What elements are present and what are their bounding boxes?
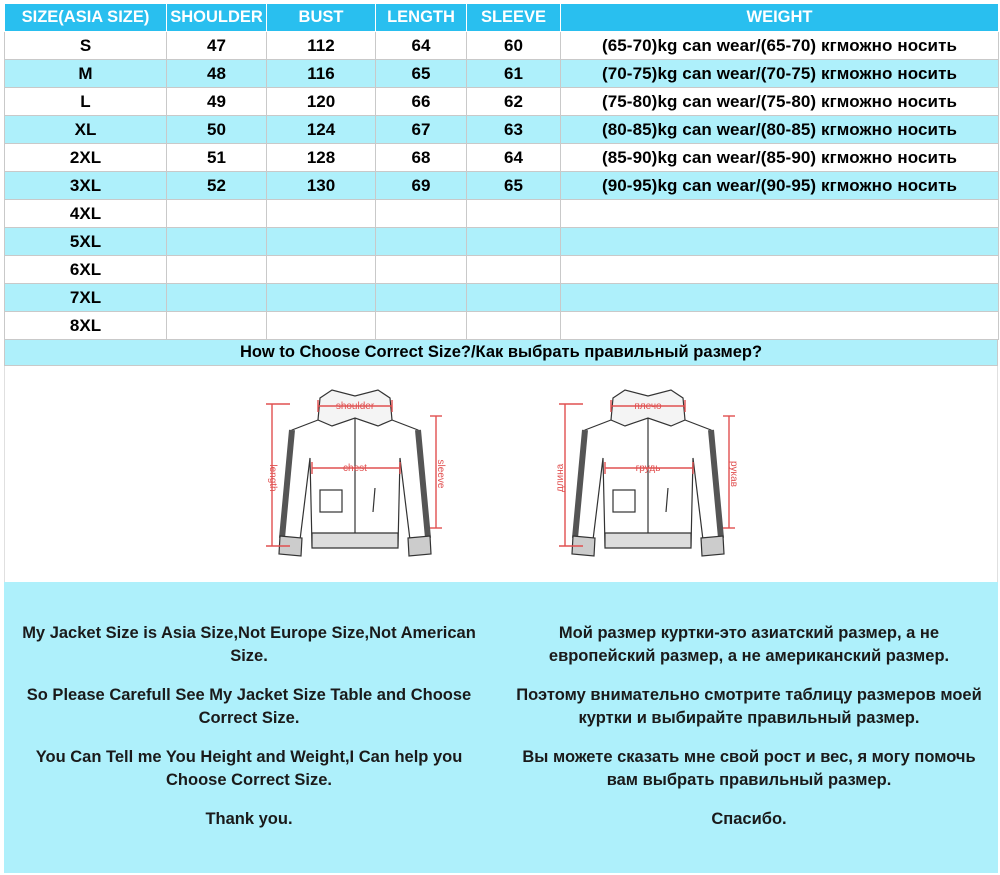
cell-weight xyxy=(561,200,999,228)
cell-weight: (90-95)kg can wear/(90-95) кгможно носить xyxy=(561,172,999,200)
cell-size: L xyxy=(5,88,167,116)
size-notes xyxy=(4,582,998,873)
cell-shoulder xyxy=(167,256,267,284)
cell-shoulder xyxy=(167,312,267,340)
cell-length: 68 xyxy=(376,144,467,172)
cell-shoulder: 47 xyxy=(167,32,267,60)
label-length: длина xyxy=(555,463,566,493)
cell-size: S xyxy=(5,32,167,60)
cell-shoulder xyxy=(167,200,267,228)
cell-sleeve: 64 xyxy=(467,144,561,172)
cell-length: 64 xyxy=(376,32,467,60)
cell-shoulder: 51 xyxy=(167,144,267,172)
table-row xyxy=(5,256,999,284)
table-row xyxy=(5,228,999,256)
label-sleeve: sleeve xyxy=(435,459,446,489)
cell-sleeve xyxy=(467,228,561,256)
cell-length: 66 xyxy=(376,88,467,116)
cell-length xyxy=(376,228,467,256)
cell-shoulder xyxy=(167,228,267,256)
header-shoulder: SHOULDER xyxy=(167,4,267,32)
cell-length: 69 xyxy=(376,172,467,200)
cell-length: 65 xyxy=(376,60,467,88)
table-row xyxy=(5,172,999,200)
table-row xyxy=(5,284,999,312)
notes-russian xyxy=(514,622,984,847)
cell-bust: 120 xyxy=(267,88,376,116)
cell-size: M xyxy=(5,60,167,88)
cell-shoulder: 52 xyxy=(167,172,267,200)
label-sleeve: рукав xyxy=(728,461,739,487)
table-row xyxy=(5,60,999,88)
cell-bust xyxy=(267,200,376,228)
label-shoulder: shoulder xyxy=(335,401,375,412)
cell-bust xyxy=(267,284,376,312)
cell-size: 7XL xyxy=(5,284,167,312)
note-asia-size: Мой размер куртки-это азиатский размер, а не европейский размер, а не американский размер. xyxy=(548,624,950,665)
cell-size: 4XL xyxy=(5,200,167,228)
cell-bust xyxy=(267,312,376,340)
cell-sleeve: 65 xyxy=(467,172,561,200)
cell-length xyxy=(376,256,467,284)
size-table-body xyxy=(5,32,999,340)
cell-bust: 128 xyxy=(267,144,376,172)
cell-weight xyxy=(561,284,999,312)
table-row xyxy=(5,116,999,144)
cell-shoulder: 48 xyxy=(167,60,267,88)
cell-shoulder xyxy=(167,284,267,312)
cell-length: 67 xyxy=(376,116,467,144)
note-thank-you: Спасибо. xyxy=(711,810,787,828)
cell-sleeve: 61 xyxy=(467,60,561,88)
note-see-table: Поэтому внимательно смотрите таблицу размеров моей куртки и выбирайте правильный размер. xyxy=(516,686,982,727)
label-length: length xyxy=(267,464,278,492)
cell-weight: (70-75)kg can wear/(70-75) кгможно носить xyxy=(561,60,999,88)
table-row xyxy=(5,312,999,340)
header-bust: BUST xyxy=(267,4,376,32)
table-row xyxy=(5,144,999,172)
cell-sleeve: 62 xyxy=(467,88,561,116)
cell-weight: (80-85)kg can wear/(80-85) кгможно носить xyxy=(561,116,999,144)
measurement-diagrams xyxy=(4,366,998,582)
header-sleeve: SLEEVE xyxy=(467,4,561,32)
how-to-choose-heading: How to Choose Correct Size?/Как выбрать правильный размер? xyxy=(4,339,998,366)
cell-length xyxy=(376,312,467,340)
size-table-header xyxy=(5,4,999,32)
cell-size: 8XL xyxy=(5,312,167,340)
note-tell-height-weight: Вы можете сказать мне свой рост и вес, я могу помочь вам выбрать правильный размер. xyxy=(522,748,976,789)
cell-weight: (75-80)kg can wear/(75-80) кгможно носить xyxy=(561,88,999,116)
note-tell-height-weight: You Can Tell me You Height and Weight,I Can help you Choose Correct Size. xyxy=(35,748,463,789)
note-see-table: So Please Carefull See My Jacket Size Table and Choose Correct Size. xyxy=(26,686,472,727)
cell-size: 3XL xyxy=(5,172,167,200)
cell-sleeve xyxy=(467,284,561,312)
cell-length xyxy=(376,200,467,228)
cell-size: 6XL xyxy=(5,256,167,284)
cell-size: 5XL xyxy=(5,228,167,256)
cell-bust: 112 xyxy=(267,32,376,60)
jacket-diagram-en xyxy=(260,378,450,568)
cell-size: 2XL xyxy=(5,144,167,172)
table-row xyxy=(5,88,999,116)
size-table xyxy=(4,3,999,340)
label-chest: chest xyxy=(343,463,367,474)
header-length: LENGTH xyxy=(376,4,467,32)
cell-sleeve: 63 xyxy=(467,116,561,144)
cell-bust: 116 xyxy=(267,60,376,88)
cell-weight xyxy=(561,228,999,256)
cell-bust xyxy=(267,228,376,256)
cell-bust: 130 xyxy=(267,172,376,200)
note-asia-size: My Jacket Size is Asia Size,Not Europe Size,Not American Size. xyxy=(22,624,476,665)
table-row xyxy=(5,200,999,228)
cell-weight: (85-90)kg can wear/(85-90) кгможно носить xyxy=(561,144,999,172)
label-shoulder: плечо xyxy=(634,401,662,412)
cell-length xyxy=(376,284,467,312)
cell-sleeve xyxy=(467,200,561,228)
cell-weight xyxy=(561,256,999,284)
cell-shoulder: 49 xyxy=(167,88,267,116)
cell-shoulder: 50 xyxy=(167,116,267,144)
cell-bust xyxy=(267,256,376,284)
notes-english xyxy=(14,622,484,847)
cell-weight: (65-70)kg can wear/(65-70) кгможно носить xyxy=(561,32,999,60)
jacket-diagram-ru xyxy=(553,378,743,568)
cell-size: XL xyxy=(5,116,167,144)
label-chest: грудь xyxy=(635,463,661,474)
cell-sleeve xyxy=(467,256,561,284)
table-row xyxy=(5,32,999,60)
cell-sleeve xyxy=(467,312,561,340)
header-size: SIZE(ASIA SIZE) xyxy=(5,4,167,32)
cell-sleeve: 60 xyxy=(467,32,561,60)
cell-bust: 124 xyxy=(267,116,376,144)
header-weight: WEIGHT xyxy=(561,4,999,32)
note-thank-you: Thank you. xyxy=(205,810,293,828)
cell-weight xyxy=(561,312,999,340)
